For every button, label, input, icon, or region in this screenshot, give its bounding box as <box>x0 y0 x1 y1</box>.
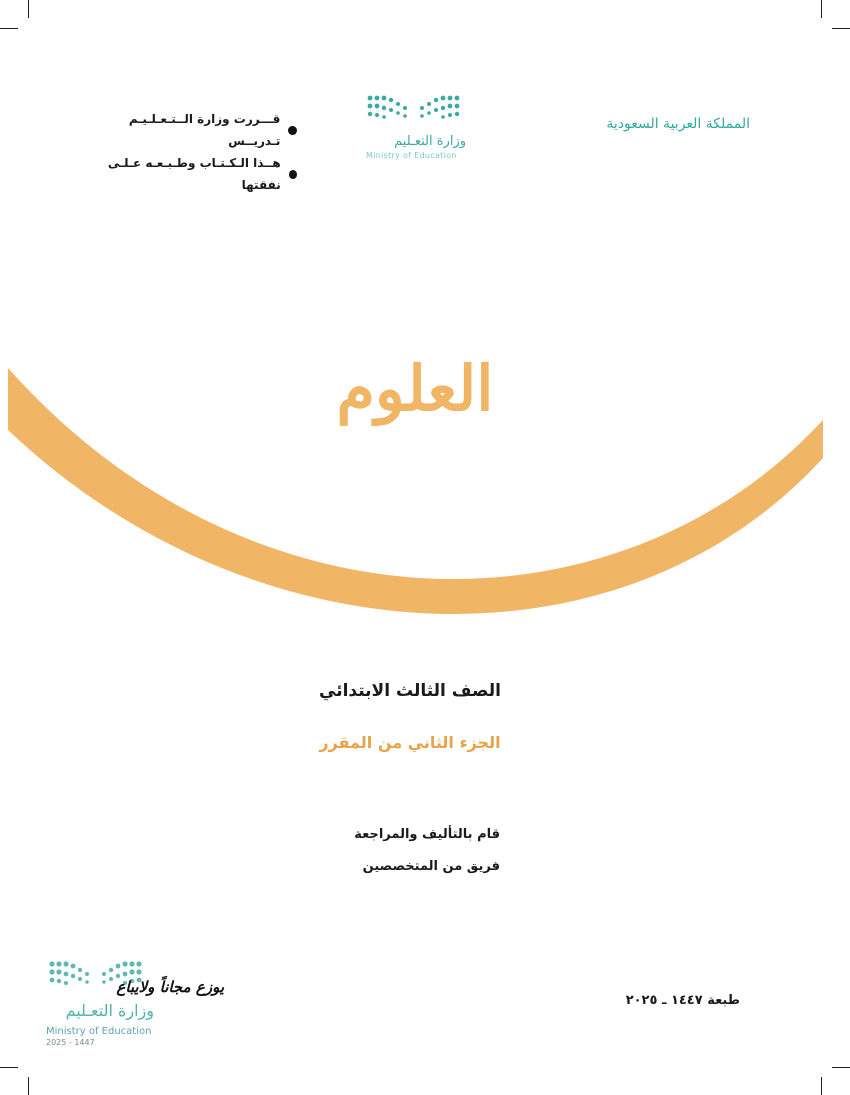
book-part: الجزء الثاني من المقرر <box>319 733 501 752</box>
ministry-logo <box>360 92 472 170</box>
crop-mark-br-v <box>821 1077 822 1095</box>
crop-mark-tl-h <box>0 28 18 29</box>
bullet-icon <box>289 170 297 179</box>
free-distribution-note: يوزع مجاناً ولايباع <box>116 978 224 996</box>
crop-mark-tr-h <box>832 28 850 29</box>
authors-line-1: قام بالتأليف والمراجعة <box>354 827 500 842</box>
ministry-name-en: Ministry of Education <box>46 1026 152 1037</box>
ministry-years: 2025 - 1447 <box>46 1038 95 1047</box>
ministry-logo-footer <box>44 958 234 1053</box>
decree-line-2 <box>82 152 297 196</box>
crop-mark-bl-v <box>28 1077 29 1095</box>
crop-mark-tl-v <box>28 0 29 18</box>
moe-dot-logo-icon <box>360 92 472 132</box>
book-title: العلوم <box>336 352 494 425</box>
ministry-name-ar: وزارة التعـليم <box>65 1001 154 1020</box>
authors-line-2: فريق من المتخصصين <box>362 859 500 874</box>
ministry-name-ar: وزارة التعـليم <box>394 134 466 149</box>
decree-line-1 <box>82 108 297 152</box>
crop-mark-br-h <box>832 1067 850 1068</box>
bullet-icon <box>288 126 297 135</box>
ministry-name-en: Ministry of Education <box>366 151 457 160</box>
edition-label: طبعة ١٤٤٧ ـ ٢٠٢٥ <box>625 993 740 1008</box>
decree-line-2-text: هــذا الـكـتـاب وطـبـعـه عـلـى نفقتها <box>107 156 281 192</box>
crop-mark-tr-v <box>821 0 822 18</box>
crop-mark-bl-h <box>0 1067 18 1068</box>
authors-credit <box>300 819 500 883</box>
grade-level: الصف الثالث الابتدائي <box>319 681 501 701</box>
decree-line-1-text: قـــررت وزارة الــتـعـلـيـم تـدريــس <box>128 112 281 148</box>
decree-statement <box>82 108 297 196</box>
kingdom-name: المملكة العربية السعودية <box>606 116 750 132</box>
